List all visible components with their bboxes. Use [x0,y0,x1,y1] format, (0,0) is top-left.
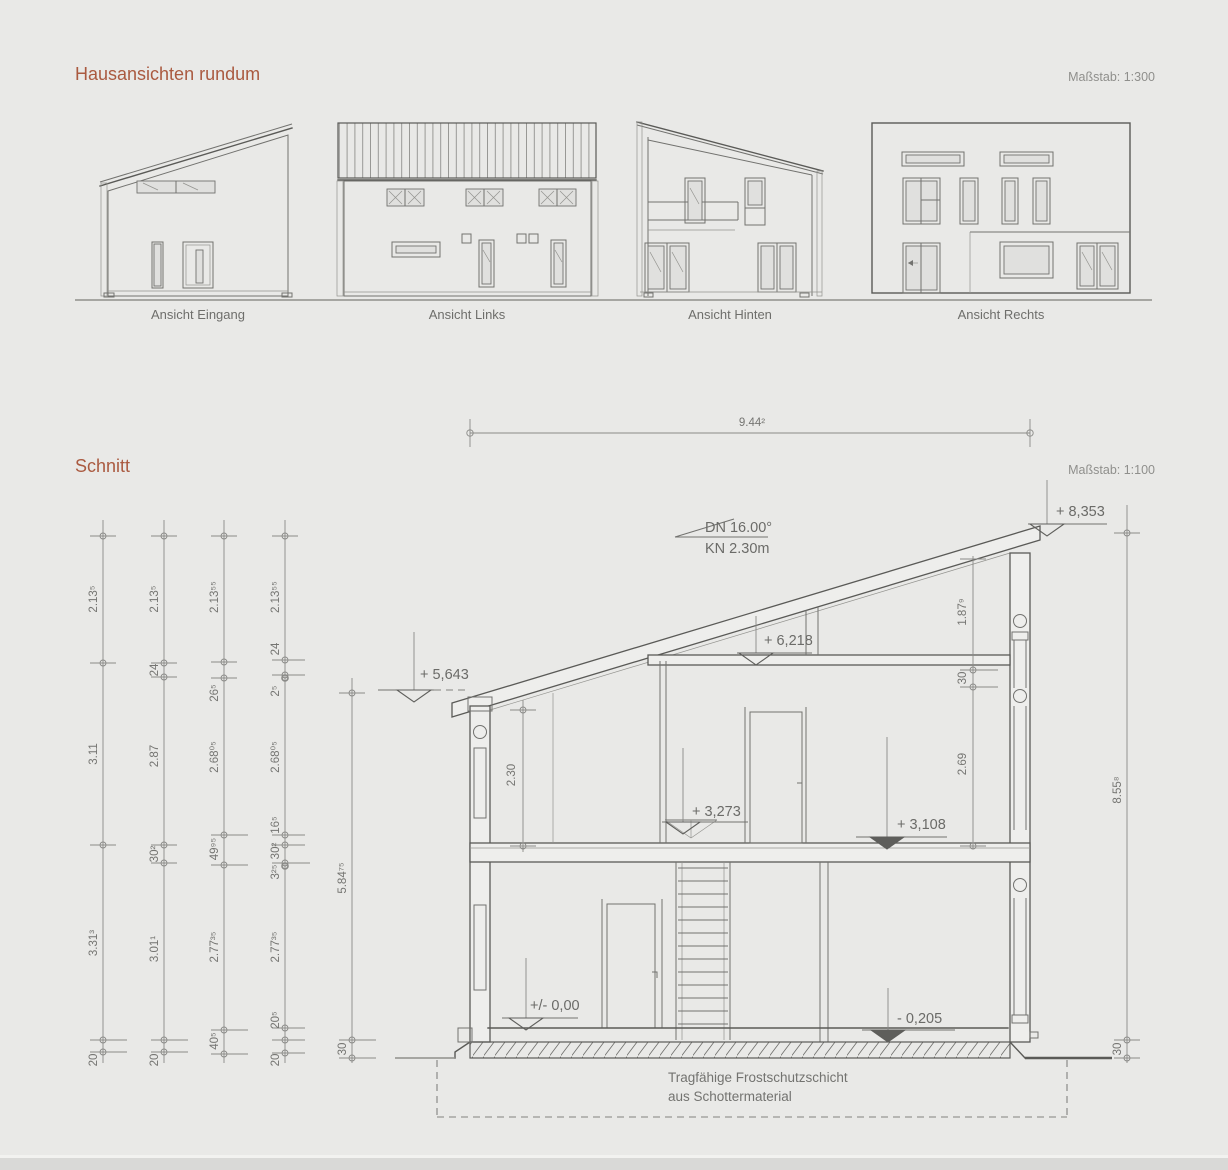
svg-text:30: 30 [957,671,969,685]
roof-pitch-text: DN 16.00° [705,520,773,536]
section-title: Schnitt [75,456,131,476]
svg-text:3²⁵: 3²⁵ [270,864,282,880]
svg-text:2.69: 2.69 [957,752,969,776]
roof-pitch-note [675,519,772,557]
svg-text:+/- 0,00: +/- 0,00 [530,998,580,1014]
svg-text:16⁵: 16⁵ [270,816,282,834]
svg-text:24: 24 [149,663,161,677]
svg-text:+ 8,353: + 8,353 [1056,504,1105,520]
dim-chain-right [1112,505,1140,1063]
dim-chain-2 [149,520,188,1066]
frost-layer-box [437,1060,1067,1117]
right-wall [1010,553,1030,1042]
knee-wall-text: KN 2.30m [705,541,770,557]
svg-text:30: 30 [337,1042,349,1056]
svg-text:8.55⁸: 8.55⁸ [1112,776,1124,804]
svg-text:3.31³: 3.31³ [88,929,100,957]
svg-text:30: 30 [1112,1042,1124,1056]
svg-text:+ 5,643: + 5,643 [420,667,469,683]
level-ground-finish [502,958,580,1030]
elevations-title: Hausansichten rundum [75,64,261,84]
overall-width-text: 9.44² [738,417,766,429]
level-ground-raw [862,988,955,1042]
foundation-note-line1: Tragfähige Frostschutzschicht [668,1070,848,1085]
svg-text:2.13⁵⁵: 2.13⁵⁵ [209,581,221,613]
ceiling-beam [648,655,1010,665]
svg-text:- 0,205: - 0,205 [897,1011,943,1027]
svg-text:30²: 30² [270,842,282,860]
dim-chain-5 [337,678,376,1063]
svg-text:2.13⁵: 2.13⁵ [149,585,161,613]
overall-width-dimension [467,417,1033,447]
svg-text:24: 24 [270,642,282,656]
level-upper-floor-finish [662,748,748,834]
svg-text:5.84⁷⁵: 5.84⁷⁵ [337,862,349,894]
elevation-label-links: Ansicht Links [428,307,506,322]
svg-text:3.01¹: 3.01¹ [149,935,161,963]
elevation-label-eingang: Ansicht Eingang [151,307,245,322]
svg-text:40⁵: 40⁵ [209,1032,221,1050]
foundation-note-line2: aus Schottermaterial [668,1089,792,1104]
svg-text:3.11: 3.11 [88,743,100,765]
svg-text:26⁵: 26⁵ [209,684,221,702]
dim-room-upper-left [506,700,536,852]
elevation-hinten [637,122,823,297]
svg-text:49⁹⁵: 49⁹⁵ [209,837,221,861]
svg-text:2.77³⁵: 2.77³⁵ [270,931,282,963]
elevation-eingang [100,124,292,297]
svg-text:20: 20 [88,1053,100,1067]
upper-floor-door [745,707,806,843]
level-eave [378,632,469,702]
elevation-label-rechts: Ansicht Rechts [957,307,1045,322]
section-drawing [0,345,1228,1170]
staircase [676,862,730,1040]
svg-text:2.13⁵⁵: 2.13⁵⁵ [270,581,282,613]
svg-text:+ 3,273: + 3,273 [692,804,741,820]
svg-text:2.13⁵: 2.13⁵ [88,585,100,613]
svg-text:30²: 30² [149,845,161,863]
svg-text:2⁵: 2⁵ [270,685,282,697]
svg-text:2.68⁰⁵: 2.68⁰⁵ [270,741,282,773]
elevation-label-hinten: Ansicht Hinten [688,307,772,322]
svg-text:2.77³⁵: 2.77³⁵ [209,931,221,963]
ground-floor-door [602,899,662,1028]
elevation-rechts [872,123,1130,293]
svg-text:2.68⁰⁵: 2.68⁰⁵ [209,741,221,773]
svg-text:1.87⁹: 1.87⁹ [957,598,969,626]
elevations-drawing [0,0,1228,345]
window-pair-row [387,189,576,206]
footer-strip [0,1155,1228,1170]
svg-text:+ 3,108: + 3,108 [897,817,946,833]
section-scale: Maßstab: 1:100 [1068,463,1155,477]
dim-chain-3 [209,520,248,1063]
svg-text:20⁵: 20⁵ [270,1011,282,1029]
section-house [395,526,1112,1058]
floor-slab-hatch [470,1042,1010,1058]
dim-room-upper-right [957,556,998,849]
dim-chain-1 [88,520,127,1066]
upper-floor-slab [470,843,1030,862]
svg-text:20: 20 [149,1053,161,1067]
svg-text:2.87: 2.87 [149,744,161,768]
elevation-links [337,123,598,296]
svg-text:20: 20 [270,1053,282,1067]
level-upper-floor-raw [856,737,947,849]
dim-chain-4 [270,520,310,1066]
svg-text:2.30: 2.30 [506,763,518,787]
left-wall [470,706,490,1042]
elevations-scale: Maßstab: 1:300 [1068,70,1155,84]
svg-text:+ 6,218: + 6,218 [764,633,813,649]
